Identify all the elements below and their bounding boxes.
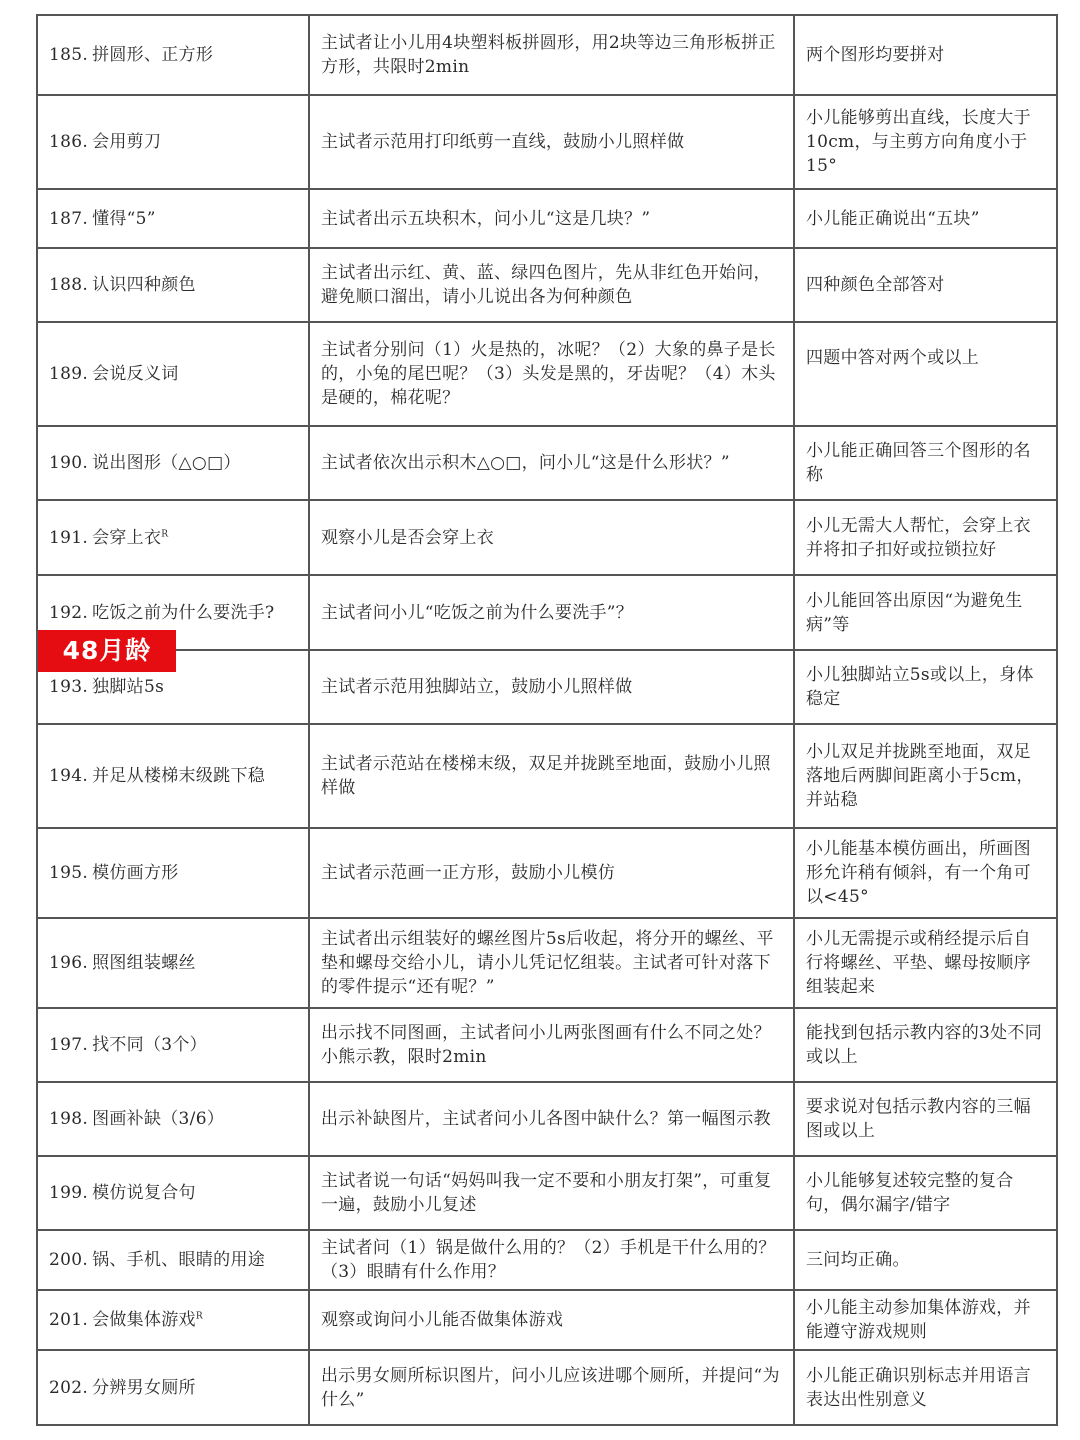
table-row: [37, 500, 1057, 575]
procedure-cell: 观察或询问小儿能否做集体游戏: [309, 1290, 794, 1350]
table-row: [37, 918, 1057, 1008]
criteria-cell: 两个图形均要拼对: [794, 15, 1057, 95]
item-cell: [37, 248, 309, 322]
item-number: 190.: [49, 453, 89, 473]
item-cell: [37, 1350, 309, 1425]
item-cell: [37, 1082, 309, 1156]
table-row: [37, 1290, 1057, 1350]
procedure-cell: 主试者依次出示积木△○□，问小儿“这是什么形状？”: [309, 426, 794, 500]
item-name: 懂得“5”: [92, 208, 156, 229]
criteria-cell: 小儿能够复述较完整的复合句，偶尔漏字/错字: [794, 1156, 1057, 1230]
item-number: 199.: [49, 1183, 89, 1203]
procedure-cell: 主试者示范站在楼梯末级，双足并拢跳至地面，鼓励小儿照样做: [309, 724, 794, 828]
table-row: [37, 724, 1057, 828]
item-name: 图画补缺（3/6）: [92, 1109, 225, 1129]
item-cell: [37, 189, 309, 248]
item-cell: [37, 95, 309, 189]
table-row: [37, 650, 1057, 724]
criteria-cell: 能找到包括示教内容的3处不同或以上: [794, 1008, 1057, 1082]
item-cell: [37, 828, 309, 918]
table-row: [37, 15, 1057, 95]
table-row: [37, 575, 1057, 650]
item-name: 认识四种颜色: [92, 275, 196, 295]
criteria-cell: 小儿双足并拢跳至地面，双足落地后两脚间距离小于5cm，并站稳: [794, 724, 1057, 828]
criteria-cell: 小儿能基本模仿画出，所画图形允许稍有倾斜，有一个角可以<45°: [794, 828, 1057, 918]
item-name: 并足从楼梯末级跳下稳: [92, 766, 266, 786]
procedure-cell: 主试者说一句话“妈妈叫我一定不要和小朋友打架”，可重复一遍，鼓励小儿复述: [309, 1156, 794, 1230]
item-name: 模仿说复合句: [92, 1183, 196, 1203]
criteria-cell: 四题中答对两个或以上: [794, 322, 1057, 426]
item-number: 201.: [49, 1310, 89, 1330]
item-number: 191.: [49, 527, 89, 548]
item-name: 拼圆形、正方形: [92, 45, 214, 65]
procedure-cell: 主试者问（1）锅是做什么用的？（2）手机是干什么用的？（3）眼睛有什么作用？: [309, 1230, 794, 1290]
criteria-cell: 小儿无需提示或稍经提示后自行将螺丝、平垫、螺母按顺序组装起来: [794, 918, 1057, 1008]
table-row: [37, 95, 1057, 189]
table-row: [37, 1156, 1057, 1230]
table-row: [37, 248, 1057, 322]
table-row: [37, 189, 1057, 248]
criteria-cell: 小儿能正确说出“五块”: [794, 189, 1057, 248]
item-mark: R: [161, 528, 169, 539]
criteria-cell: 小儿能正确回答三个图形的名称: [794, 426, 1057, 500]
item-name: 分辨男女厕所: [92, 1377, 196, 1398]
item-number: 196.: [49, 953, 89, 973]
item-name: 会说反义词: [92, 364, 179, 384]
criteria-cell: 小儿能正确识别标志并用语言表达出性别意义: [794, 1350, 1057, 1425]
item-number: 194.: [49, 766, 89, 786]
procedure-cell: 主试者问小儿“吃饭之前为什么要洗手”？: [309, 575, 794, 650]
item-number: 198.: [49, 1109, 89, 1129]
item-name: 锅、手机、眼睛的用途: [92, 1250, 266, 1270]
item-number: 197.: [49, 1035, 89, 1055]
criteria-cell: 小儿能够剪出直线，长度大于10cm，与主剪方向角度小于15°: [794, 95, 1057, 189]
procedure-cell: 出示找不同图画，主试者问小儿两张图画有什么不同之处？小熊示教，限时2min: [309, 1008, 794, 1082]
item-cell: [37, 1230, 309, 1290]
procedure-cell: 主试者分别问（1）火是热的，冰呢？（2）大象的鼻子是长的，小兔的尾巴呢？（3）头发是黑的，牙齿呢？（4）木头是硬的，棉花呢？: [309, 322, 794, 426]
item-number: 193.: [49, 677, 89, 697]
item-name: 吃饭之前为什么要洗手?: [92, 602, 275, 623]
procedure-cell: 主试者出示组装好的螺丝图片5s后收起，将分开的螺丝、平垫和螺母交给小儿，请小儿凭记忆组装。主试者可针对落下的零件提示“还有呢？”: [309, 918, 794, 1008]
procedure-cell: 主试者示范画一正方形，鼓励小儿模仿: [309, 828, 794, 918]
item-cell: [37, 1008, 309, 1082]
item-number: 185.: [49, 45, 89, 65]
item-mark: R: [195, 1311, 203, 1322]
criteria-cell: 三问均正确。: [794, 1230, 1057, 1290]
item-number: 186.: [49, 132, 89, 152]
procedure-cell: 观察小儿是否会穿上衣: [309, 500, 794, 575]
item-number: 200.: [49, 1250, 89, 1270]
age-group-badge: 48月龄: [38, 630, 176, 672]
criteria-cell: 要求说对包括示教内容的三幅图或以上: [794, 1082, 1057, 1156]
assessment-table: [36, 14, 1058, 1426]
item-name: 照图组装螺丝: [92, 953, 196, 973]
criteria-cell: 小儿能主动参加集体游戏，并能遵守游戏规则: [794, 1290, 1057, 1350]
table-row: [37, 1008, 1057, 1082]
item-number: 187.: [49, 208, 89, 229]
item-cell: [37, 15, 309, 95]
item-cell: [37, 322, 309, 426]
criteria-cell: 小儿能回答出原因“为避免生病”等: [794, 575, 1057, 650]
table-row: [37, 1350, 1057, 1425]
item-name: 会用剪刀: [92, 132, 162, 152]
procedure-cell: 主试者出示红、黄、蓝、绿四色图片，先从非红色开始问，避免顺口溜出，请小儿说出各为何种颜色: [309, 248, 794, 322]
criteria-cell: 小儿无需大人帮忙，会穿上衣并将扣子扣好或拉锁拉好: [794, 500, 1057, 575]
item-cell: [37, 500, 309, 575]
item-name: 找不同（3个）: [92, 1035, 207, 1055]
table-row: [37, 1230, 1057, 1290]
procedure-cell: 主试者让小儿用4块塑料板拼圆形，用2块等边三角形板拼正方形，共限时2min: [309, 15, 794, 95]
procedure-cell: 主试者示范用打印纸剪一直线，鼓励小儿照样做: [309, 95, 794, 189]
table-row: [37, 426, 1057, 500]
item-name: 独脚站5s: [92, 677, 165, 697]
procedure-cell: 主试者示范用独脚站立，鼓励小儿照样做: [309, 650, 794, 724]
table-row: [37, 1082, 1057, 1156]
item-number: 195.: [49, 863, 89, 883]
item-name: 会做集体游戏: [92, 1310, 196, 1330]
item-number: 192.: [49, 602, 89, 623]
item-cell: [37, 1290, 309, 1350]
procedure-cell: 出示男女厕所标识图片，问小儿应该进哪个厕所，并提问“为什么”: [309, 1350, 794, 1425]
procedure-cell: 出示补缺图片，主试者问小儿各图中缺什么？第一幅图示教: [309, 1082, 794, 1156]
item-number: 189.: [49, 364, 89, 384]
table-row: [37, 322, 1057, 426]
item-name: 会穿上衣: [92, 527, 162, 548]
criteria-cell: 小儿独脚站立5s或以上，身体稳定: [794, 650, 1057, 724]
criteria-cell: 四种颜色全部答对: [794, 248, 1057, 322]
item-name: 模仿画方形: [92, 863, 179, 883]
item-cell: [37, 724, 309, 828]
item-cell: [37, 426, 309, 500]
item-number: 188.: [49, 275, 89, 295]
item-number: 202.: [49, 1377, 89, 1398]
procedure-cell: 主试者出示五块积木，问小儿“这是几块？”: [309, 189, 794, 248]
table-row: [37, 828, 1057, 918]
item-name: 说出图形（△○□）: [92, 453, 241, 473]
item-cell: [37, 1156, 309, 1230]
item-cell: [37, 918, 309, 1008]
